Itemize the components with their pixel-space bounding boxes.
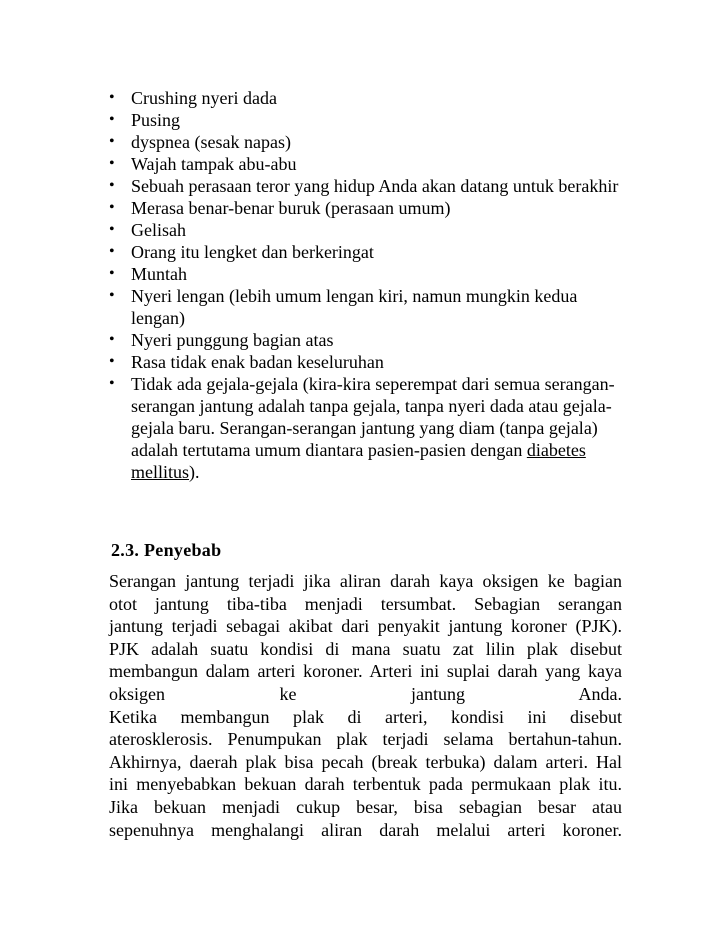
list-item-text: Nyeri lengan (lebih umum lengan kiri, namun mungkin kedua lengan) [131,286,578,328]
list-item [108,87,621,109]
list-item [108,219,621,241]
list-item [108,263,621,285]
list-item [108,241,621,263]
list-item [108,175,621,197]
list-item-text: dyspnea (sesak napas) [131,132,291,152]
list-item-text: Merasa benar-benar buruk (perasaan umum) [131,198,451,218]
paragraph-line: membangun dalam arteri koroner. Arteri ini suplai darah yang kaya [109,661,622,682]
symptom-list [108,87,621,483]
bullet-icon: • [109,243,115,260]
bullet-icon: • [109,221,115,238]
paragraph-line: Serangan jantung terjadi jika aliran darah kaya oksigen ke bagian [109,571,622,591]
list-item-text: Pusing [131,110,181,130]
paragraph-line: Jika bekuan menjadi cukup besar, bisa sebagian besar atau [109,796,622,817]
list-item [108,285,621,329]
bullet-icon: • [109,287,115,304]
bullet-icon: • [109,133,115,150]
paragraph-line: jantung terjadi sebagai akibat dari penyakit jantung koroner (PJK). [109,616,622,637]
bullet-icon: • [109,199,115,216]
bullet-icon: • [109,155,115,172]
list-item [108,373,621,483]
list-item [108,131,621,153]
paragraph-line: Ketika membangun plak di arteri, kondisi ini disebut [109,706,622,727]
bullet-icon: • [109,331,115,348]
list-item-text: Orang itu lengket dan berkeringat [131,242,374,262]
paragraph-line: ini menyebabkan bekuan darah terbentuk pada permukaan plak itu. [109,774,622,795]
bullet-icon: • [109,89,115,106]
list-item-text: Rasa tidak enak badan keseluruhan [131,352,384,372]
list-item [108,329,621,351]
paragraph-line: aterosklerosis. Penumpukan plak terjadi selama bertahun-tahun. [109,729,622,750]
bullet-icon: • [109,111,115,128]
list-item [108,153,621,175]
diabetes-mellitus-link[interactable]: diabetes mellitus [131,440,586,482]
list-item-text: Muntah [131,264,187,284]
paragraph-line: sepenuhnya menghalangi aliran darah melalui arteri koroner. [109,819,622,840]
bullet-icon: • [109,177,115,194]
list-item-text-start: Tidak ada gejala-gejala (kira-kira seperempat dari semua serangan-serangan jantung adalah tanpa gejala, tanpa nyeri dada atau gejala-gejala baru. Serangan-serangan jantung yang diam (tanpa gejala) adalah tertutama umum diantara pasien-pasien dengan [131,374,615,460]
list-item-text [131,374,615,482]
bullet-icon: • [109,265,115,282]
list-item [108,109,621,131]
list-item-text-end: ). [189,462,200,482]
bullet-icon: • [109,375,115,392]
paragraph-line: PJK adalah suatu kondisi di mana suatu zat lilin plak disebut [109,638,622,659]
paragraph-line: oksigen ke jantung Anda. [109,683,622,704]
list-item-text: Nyeri punggung bagian atas [131,330,334,350]
list-item-text: Crushing nyeri dada [131,88,277,108]
list-item-text: Gelisah [131,220,186,240]
list-item-text: Wajah tampak abu-abu [131,154,297,174]
list-item [108,351,621,373]
section-paragraph [109,570,622,841]
bullet-icon: • [109,353,115,370]
paragraph-line: otot jantung tiba-tiba menjadi tersumbat. Sebagian serangan [109,593,622,614]
list-item-text: Sebuah perasaan teror yang hidup Anda akan datang untuk berakhir [131,176,619,196]
paragraph-line: Akhirnya, daerah plak bisa pecah (break terbuka) dalam arteri. Hal [109,751,622,772]
list-item [108,197,621,219]
section-heading: 2.3. Penyebab [111,540,222,560]
